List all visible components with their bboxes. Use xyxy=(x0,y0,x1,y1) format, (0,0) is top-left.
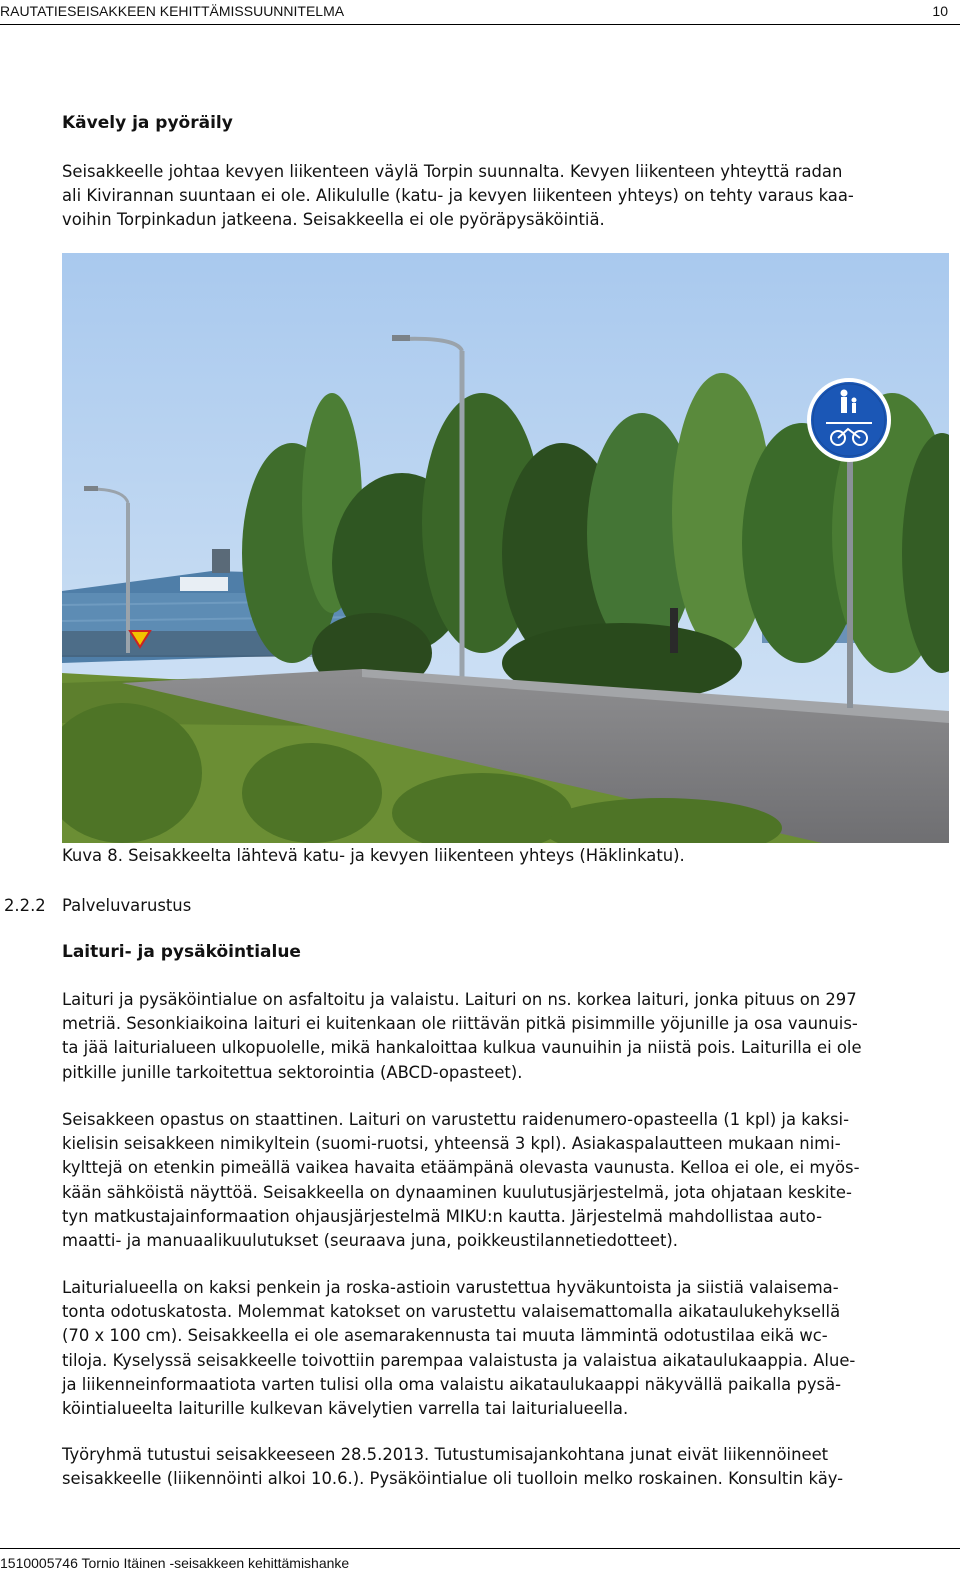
text-line: (70 x 100 cm). Seisakkeella ei ole asemarakennusta tai muuta lämmintä odotustilaa eikä wc- xyxy=(62,1326,828,1346)
section-title: Palveluvarustus xyxy=(62,896,192,915)
text-line: Työryhmä tutustui seisakkeeseen 28.5.2013. Tutustumisajankohtana junat eivät liikennöineet xyxy=(62,1445,829,1464)
text-line: pitkille junille tarkoitettua sektorointia (ABCD-opasteet). xyxy=(62,1062,523,1082)
text-line: kään sähköistä näyttöä. Seisakkeella on dynaaminen kuulutusjärjestelmä, jota ohjataan keskite- xyxy=(62,1182,852,1202)
text-line: ta jää laiturialueen ulkopuolelle, mikä hankaloittaa kulkua vaunuihin ja niistä pois. Laiturilla ei ole xyxy=(62,1038,862,1058)
text-line: ja liikenneinformaatiota varten tulisi olla oma valaistu aikataulukaappi näkyvällä paikalla pysä- xyxy=(62,1374,842,1394)
photo-illustration xyxy=(62,253,949,843)
page-footer xyxy=(0,1548,960,1571)
text-line: köintialueelta laiturille kulkevan kävelytien varrella tai laiturialueella. xyxy=(62,1399,629,1419)
text-line: Seisakkeen opastus on staattinen. Laituri on varustettu raidenumero-opasteella (1 kpl) ja kaksi- xyxy=(62,1110,849,1129)
text-line: tiloja. Kyselyssä seisakkeelle toivottiin parempaa valaistusta ja valaistua aikataulukaappia. Alue- xyxy=(62,1350,856,1370)
text-line: Laiturialueella on kaksi penkein ja roska-astioin varustettua hyväkuntoista ja siistiä valaisema- xyxy=(62,1278,839,1297)
text-line: voihin Torpinkadun jatkeena. Seisakkeella ei ole pyöräpysäköintiä. xyxy=(62,210,605,230)
heading-platform-parking: Laituri- ja pysäköintialue xyxy=(62,942,301,962)
text-line: kylttejä on etenkin pimeällä vaikea havaita etäämpänä olevasta vaunusta. Kelloa ei ole, ei myös- xyxy=(62,1158,860,1178)
paragraph-shelters xyxy=(62,1276,950,1421)
document-title: RAUTATIESEISAKKEEN KEHITTÄMISSUUNNITELMA xyxy=(0,3,345,19)
text-line: ali Kivirannan suuntaan ei ole. Alikululle (katu- ja kevyen liikenteen yhteys) on tehty varaus kaa- xyxy=(62,186,854,206)
text-line: metriä. Sesonkiaikoina laituri ei kuitenkaan ole riittävän pitkä pisimmille yöjunille ja osa vaunuis- xyxy=(62,1014,858,1034)
heading-walking-cycling: Kävely ja pyöräily xyxy=(62,113,233,133)
text-line: seisakkeelle (liikennöinti alkoi 10.6.). Pysäköintialue oli tuolloin melko roskainen. Konsultin käy- xyxy=(62,1469,844,1489)
photo-street-view xyxy=(62,253,949,843)
page-number: 10 xyxy=(932,3,948,19)
text-line: tonta odotuskatosta. Molemmat katokset on varustettu valaisemattomalla aikataulukehyksellä xyxy=(62,1302,841,1322)
paragraph-working-group xyxy=(62,1443,950,1491)
paragraph-platform xyxy=(62,988,950,1085)
text-line: maatti- ja manuaalikuulutukset (seuraava juna, poikkeustilannetiedotteet). xyxy=(62,1231,679,1251)
text-line: Seisakkeelle johtaa kevyen liikenteen väylä Torpin suunnalta. Kevyen liikenteen yhteyttä radan xyxy=(62,162,843,181)
text-line: tyn matkustajainformaation ohjausjärjestelmä MIKU:n kautta. Järjestelmä mahdollistaa auto- xyxy=(62,1206,823,1226)
text-line: kielisin seisakkeen nimikyltein (suomi-ruotsi, yhteensä 3 kpl). Asiakaspalautteen mukaan nimi- xyxy=(62,1134,841,1154)
text-line: Laituri ja pysäköintialue on asfaltoitu ja valaistu. Laituri on ns. korkea laituri, jonka pituus on 297 xyxy=(62,990,857,1009)
paragraph-walking-cycling xyxy=(62,160,950,233)
paragraph-signage xyxy=(62,1108,950,1253)
section-number: 2.2.2 xyxy=(4,896,46,915)
figure-caption: Kuva 8. Seisakkeelta lähtevä katu- ja kevyen liikenteen yhteys (Häklinkatu). xyxy=(62,846,685,865)
footer-project-id: 1510005746 Tornio Itäinen -seisakkeen kehittämishanke xyxy=(0,1555,350,1571)
page-header xyxy=(0,2,960,25)
